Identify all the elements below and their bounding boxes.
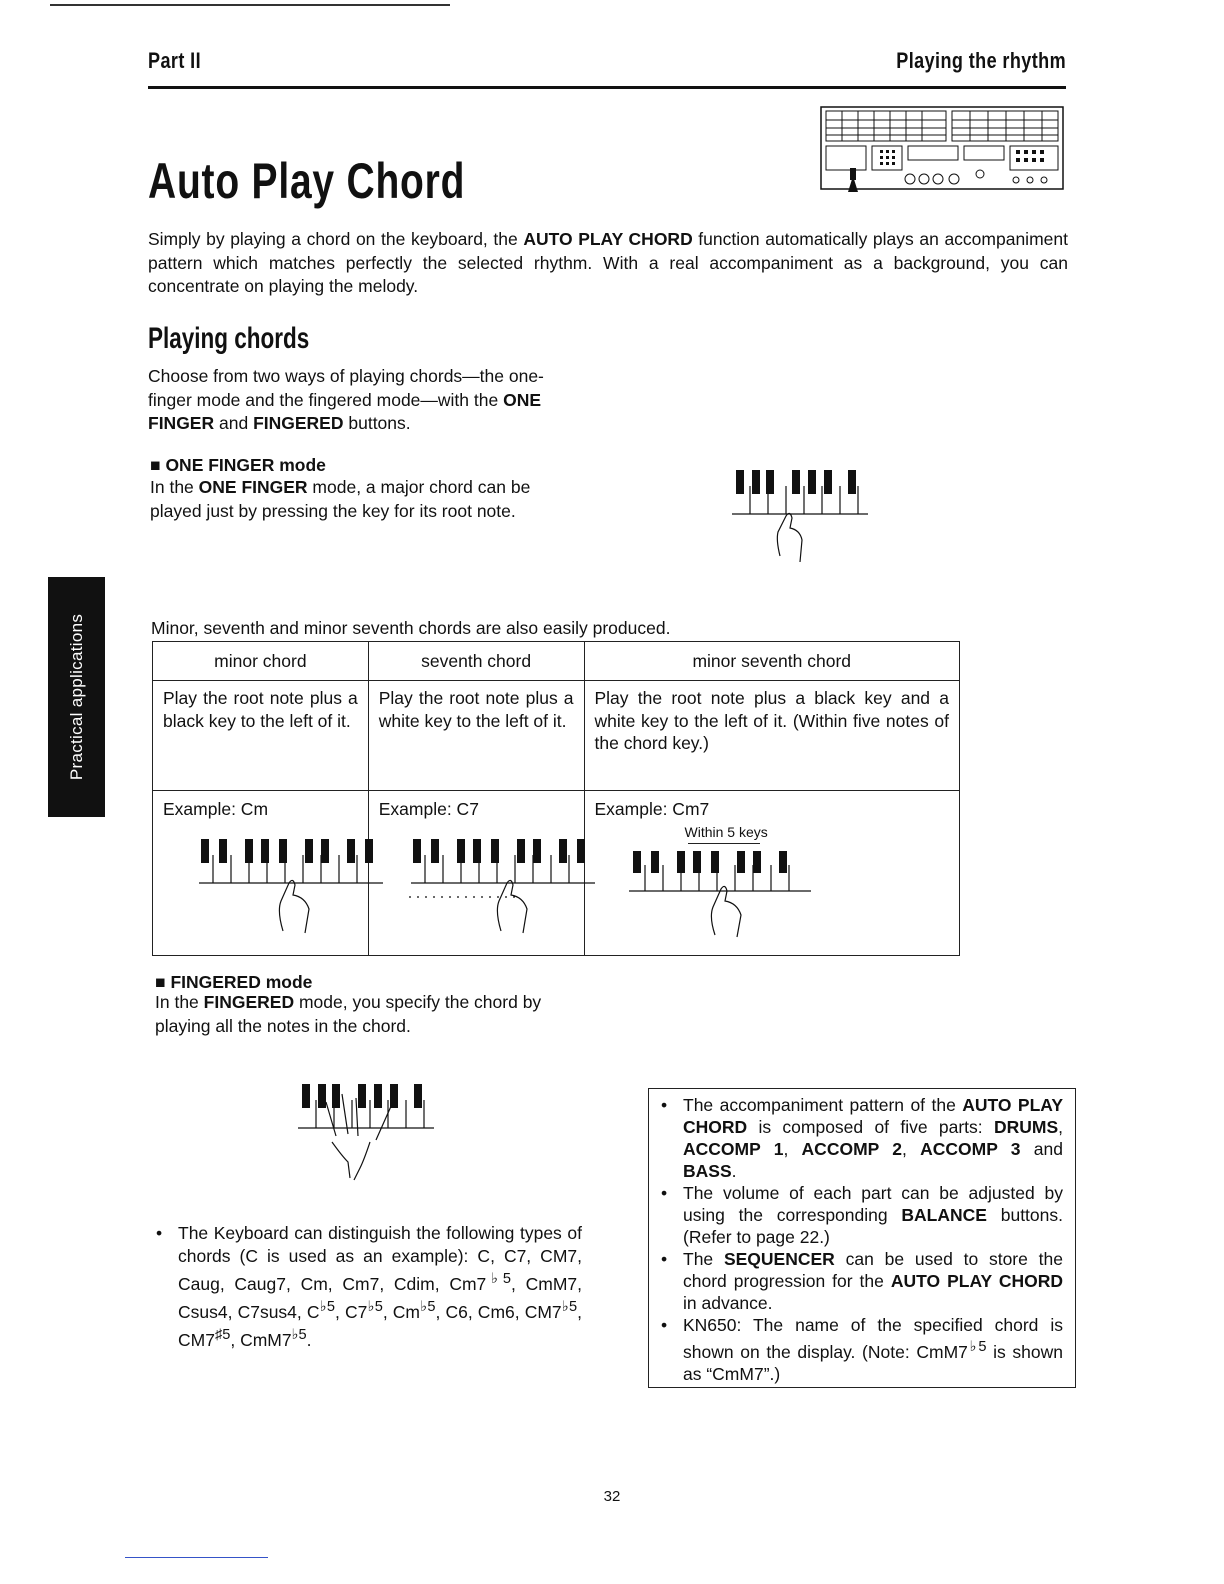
seventh-chord-keyboard-illustration bbox=[405, 835, 605, 935]
table-header-minor: minor chord bbox=[153, 642, 369, 681]
table-cell-minor-seventh-desc: Play the root note plus a black key and a white key to the left of it. (Within five notes of the chord key.) bbox=[584, 681, 960, 791]
one-finger-paragraph: In the ONE FINGER mode, a major chord can be played just by pressing the key for its root note. bbox=[150, 477, 531, 521]
header-rule bbox=[148, 86, 1066, 89]
example-label-minor-seventh: Example: Cm7 bbox=[594, 799, 710, 819]
page-number: 32 bbox=[603, 1488, 621, 1505]
list-item: • The volume of each part can be adjusted by using the corresponding BALANCE buttons. (Refer to page 22.) bbox=[683, 1182, 1063, 1248]
fingered-heading: ■ FINGERED mode bbox=[155, 972, 313, 992]
list-item: • The Keyboard can distinguish the following types of chords (C is used as an example): C, C7, CM7, Caug, Caug7, Cm, Cm7, Cdim, $Cm7^{♭5}$, CmM7, Csus4, C7sus4, $C^{♭5}$, $C7^{♭5}$, $Cm^{♭5}$, C6, Cm6, $CM7^{♭5}$, $CM7^{♯5}$, $CmM7^{♭5}$. bbox=[178, 1222, 582, 1351]
within-keys-bracket bbox=[688, 843, 760, 844]
fingered-keyboard-illustration bbox=[296, 1080, 436, 1180]
chord-table bbox=[152, 641, 960, 956]
chord-types-list bbox=[150, 1222, 582, 1351]
chord-types-intro: Minor, seventh and minor seventh chords are also easily produced. bbox=[151, 618, 671, 638]
control-panel-illustration bbox=[820, 106, 1064, 192]
list-item: • KN650: The name of the specified chord is shown on the display. (Note: $CmM7^{♭5}$ is shown as “CmM7”.) bbox=[683, 1314, 1063, 1385]
one-finger-keyboard-illustration bbox=[730, 466, 870, 566]
bottom-link-rule bbox=[125, 1557, 268, 1558]
one-finger-heading: ■ ONE FINGER mode bbox=[150, 455, 326, 475]
table-cell-seventh-example bbox=[368, 791, 584, 956]
section-label: Playing the rhythm bbox=[896, 48, 1066, 73]
within-keys-label: Within 5 keys bbox=[684, 824, 768, 840]
square-bullet-icon: ■ bbox=[155, 972, 171, 992]
square-bullet-icon: ■ bbox=[150, 455, 166, 475]
list-item: • The accompaniment pattern of the AUTO PLAY CHORD is composed of five parts: DRUMS, ACCOMP 1, ACCOMP 2, ACCOMP 3 and BASS. bbox=[683, 1094, 1063, 1182]
part-label: Part II bbox=[148, 48, 202, 73]
table-cell-minor-example bbox=[153, 791, 369, 956]
example-label-seventh: Example: C7 bbox=[378, 799, 479, 819]
fingered-paragraph: In the FINGERED mode, you specify the chord by playing all the notes in the chord. bbox=[155, 992, 542, 1036]
minor-seventh-chord-keyboard-illustration bbox=[625, 851, 825, 941]
playing-chords-paragraph: Choose from two ways of playing chords—the one-finger mode and the fingered mode—with the ONE FINGER and FINGERED buttons. bbox=[148, 366, 544, 433]
page-title: Auto Play Chord bbox=[148, 153, 466, 209]
list-item: • The SEQUENCER can be used to store the chord progression for the AUTO PLAY CHORD in advance. bbox=[683, 1248, 1063, 1314]
top-edge-rule bbox=[50, 4, 450, 6]
table-header-minor-seventh: minor seventh chord bbox=[584, 642, 960, 681]
table-header-seventh: seventh chord bbox=[368, 642, 584, 681]
table-cell-minor-seventh-example bbox=[584, 791, 960, 956]
example-label-minor: Example: Cm bbox=[163, 799, 269, 819]
table-cell-seventh-desc: Play the root note plus a white key to the left of it. bbox=[368, 681, 584, 791]
sidebar-tab-label: Practical applications bbox=[66, 613, 86, 781]
notes-box bbox=[648, 1088, 1076, 1388]
section-heading-playing-chords: Playing chords bbox=[148, 322, 310, 355]
intro-paragraph: Simply by playing a chord on the keyboard, the AUTO PLAY CHORD function automatically plays an accompaniment pattern which matches perfectly the selected rhythm. With a real accompaniment as a background, you can concentrate on playing the melody. bbox=[148, 229, 1068, 296]
sidebar-tab bbox=[48, 577, 105, 817]
table-cell-minor-desc: Play the root note plus a black key to the left of it. bbox=[153, 681, 369, 791]
minor-chord-keyboard-illustration bbox=[193, 835, 393, 935]
